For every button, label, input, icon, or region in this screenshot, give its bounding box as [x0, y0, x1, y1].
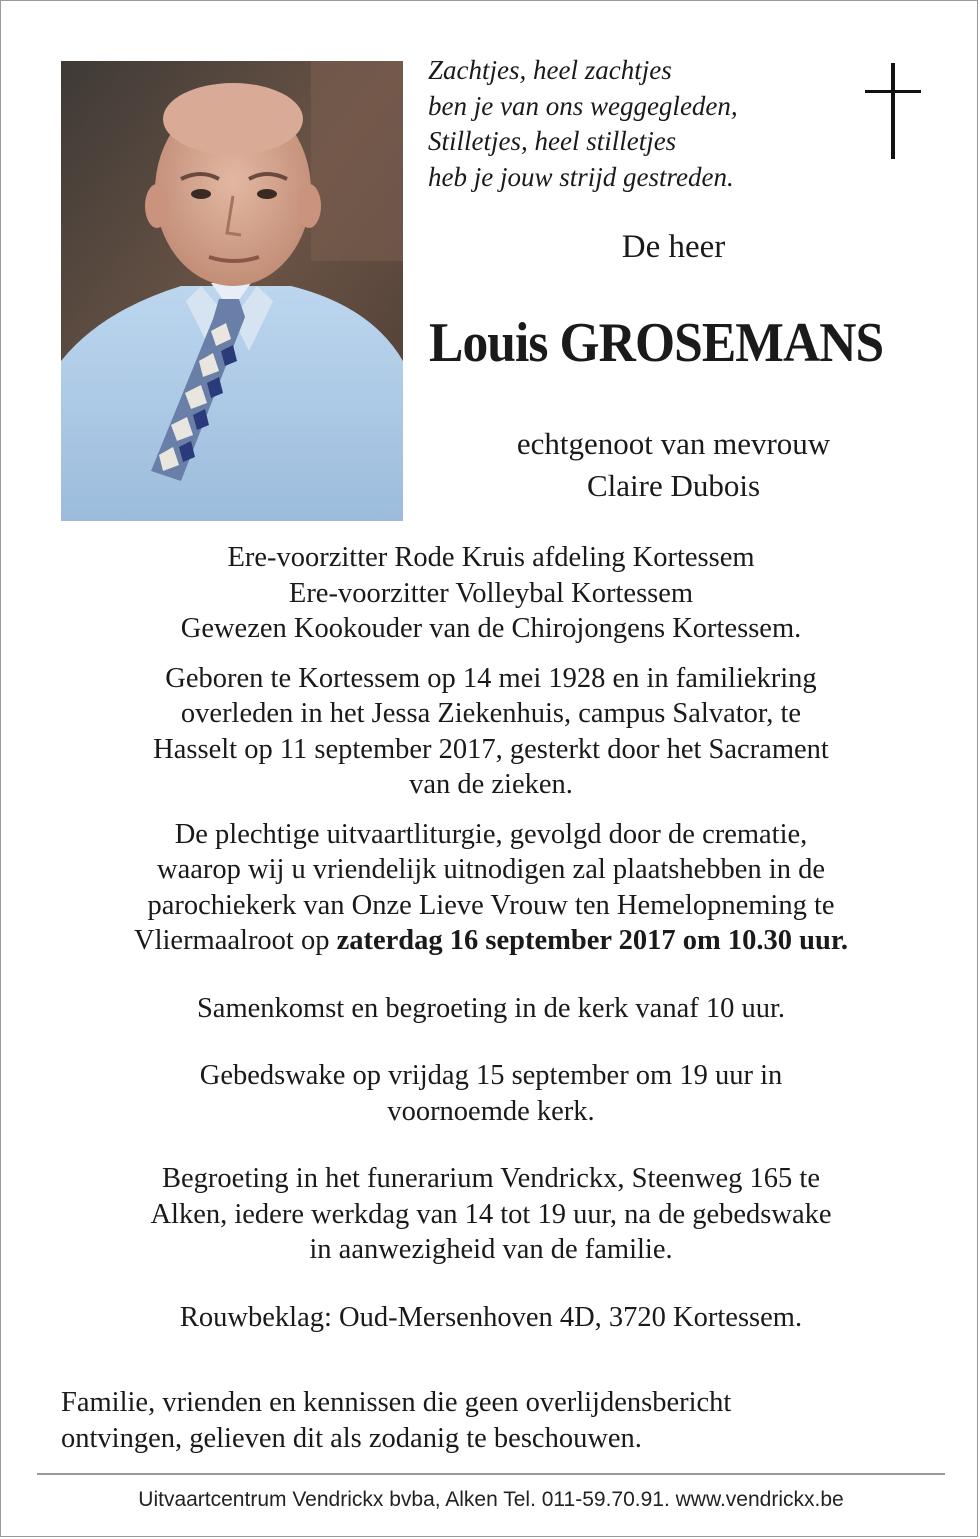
footer-divider [37, 1473, 945, 1475]
paragraph-line: van de zieken. [409, 769, 573, 800]
paragraph-line: Begroeting in het funerarium Vendrickx, Steenweg 165 te [162, 1163, 820, 1194]
salutation: De heer [621, 229, 726, 265]
paragraph-line: voornoemde kerk. [387, 1095, 595, 1127]
cross-icon [865, 63, 921, 159]
paragraph-line: De plechtige uitvaartliturgie, gevolgd door de crematie, [174, 818, 808, 850]
poem-line: Zachtjes, heel zachtjes [428, 55, 672, 85]
portrait-photo [61, 61, 403, 521]
paragraph-line: Rouwbeklag: Oud-Mersenhoven 4D, 3720 Kortessem. [179, 1301, 803, 1333]
spouse-line: echtgenoot van mevrouw [516, 426, 831, 461]
spouse-name: Claire Dubois [586, 468, 761, 503]
paragraph-line: Familie, vrienden en kennissen die geen overlijdensbericht [61, 1387, 732, 1418]
paragraph-line: waarop wij u vriendelijk uitnodigen zal plaatshebben in de [157, 854, 825, 885]
notice-body [41, 540, 941, 1335]
paragraph-line: Gebedswake op vrijdag 15 september om 19 uur in [199, 1060, 783, 1091]
paragraph-line: overleden in het Jessa Ziekenhuis, campus Salvator, te [180, 698, 802, 729]
paragraph-line: in aanwezigheid van de familie. [309, 1234, 673, 1265]
spouse-info [431, 423, 916, 507]
deceased-name: Louis GROSEMANS [429, 312, 884, 374]
closing-paragraph [61, 1385, 951, 1456]
funeral-location: Vliermaalroot op [134, 925, 337, 956]
paragraph-line [41, 923, 941, 959]
paragraph-line: Hasselt op 11 september 2017, gesterkt door het Sacrament [153, 733, 829, 765]
paragraph-line: parochiekerk van Onze Lieve Vrouw ten Hemelopneming te [147, 889, 835, 921]
paragraph-line: Alken, iedere werkdag van 14 tot 19 uur, na de gebedswake [150, 1198, 832, 1230]
paragraph-line: Samenkomst en begroeting in de kerk vanaf 10 uur. [196, 992, 786, 1024]
paragraph-line: ontvingen, gelieven dit als zodanig te beschouwen. [61, 1422, 642, 1454]
funeral-datetime: zaterdag 16 september 2017 om 10.30 uur. [336, 925, 848, 956]
title-line: Ere-voorzitter Volleybal Kortessem [288, 577, 694, 609]
title-line: Ere-voorzitter Rode Kruis afdeling Kortessem [227, 542, 755, 573]
portrait-illustration [61, 61, 403, 521]
poem-line: ben je van ons weggegleden, [428, 90, 738, 121]
poem [428, 53, 848, 195]
poem-line: Stilletjes, heel stilletjes [428, 126, 677, 156]
footer-text: Uitvaartcentrum Vendrickx bvba, Alken Tel. 011-59.70.91. www.vendrickx.be [138, 1488, 844, 1511]
title-line: Gewezen Kookouder van de Chirojongens Kortessem. [180, 613, 802, 644]
poem-line: heb je jouw strijd gestreden. [428, 161, 734, 192]
paragraph-line: Geboren te Kortessem op 14 mei 1928 en in familiekring [165, 662, 817, 694]
